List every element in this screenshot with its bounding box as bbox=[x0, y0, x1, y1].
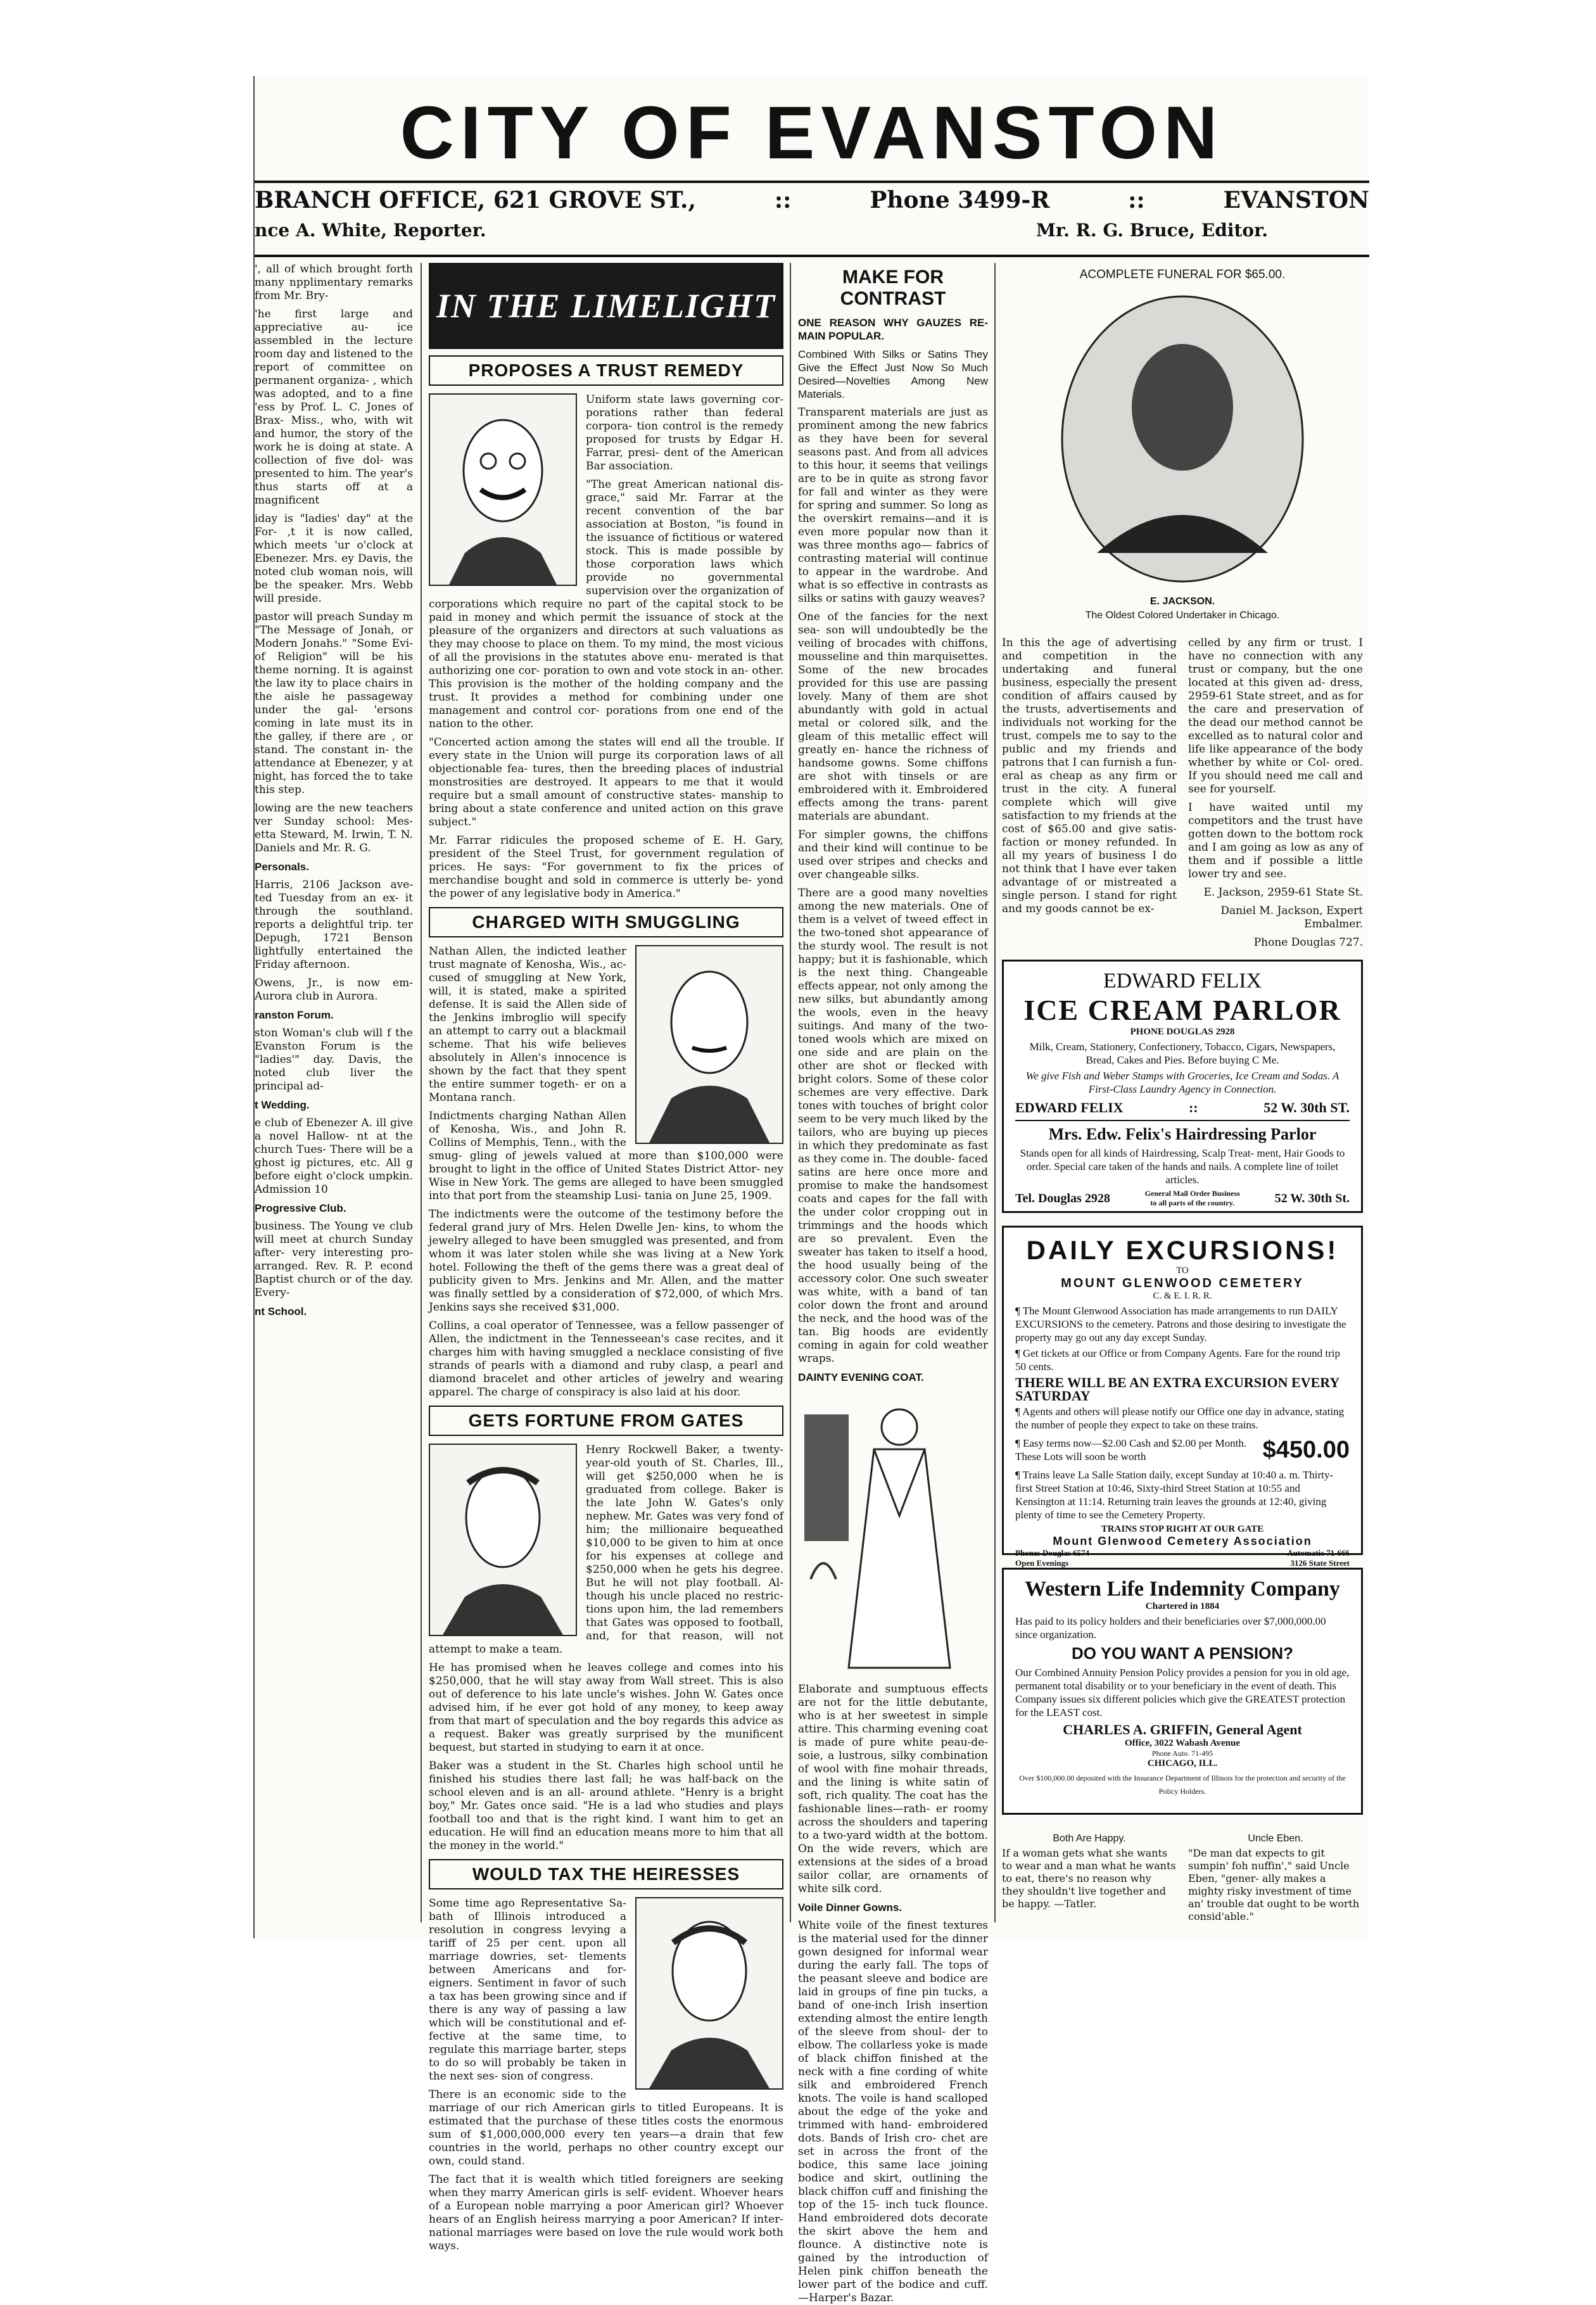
text-block: Elaborate and sumptuous effects are not for the little debutante, who is at her sweetest in simple attire. This charming evening coat is made of pure white peau-de-soie, a lustrous, silky combination of wool with fine mohair threads, and the lining is white satin of soft, rich quality. The coat has the fashionable lines—rath- er roomy across the shoulders and tapering to a two-yard width at the bottom. On the wide revers, which are extensions at the sides of a broad sailor collar, are ornaments of white silk cord. bbox=[798, 1683, 988, 1895]
text-block: ¶ Get tickets at our Office or from Company Agents. Fare for the round trip 50 cents. bbox=[1015, 1347, 1341, 1373]
insurance-office: Office, 3022 Wabash Avenue bbox=[1125, 1738, 1240, 1748]
insurance-chartered: Chartered in 1884 bbox=[1145, 1601, 1220, 1611]
funeral-signature: Daniel M. Jackson, Expert Embalmer. bbox=[1220, 905, 1363, 930]
separator: :: bbox=[1128, 187, 1145, 213]
text-block: In this the age of advertising and competition in the undertaking and funeral business, especially the present condition of affairs caused by the trusts, advertisements and individuals not working for the trust, compels me to say to the public and my friends and patrons that I can furnish a fun- eral as cheap as any firm or trust in the city. A funeral complete which will give satisfaction to my friends at the cost of $65.00 and give satis- faction or money refunded. In all my years of business I do not think that I have ever taken advantage of or mistreated a single person. I stand for right and my goods cannot be ex- bbox=[1002, 637, 1177, 915]
text-block: Nathan Allen, the indicted leather trust magnate of Kenosha, Wis., ac- cused of smuggling at New York, will, it is stated, make a spirited defense. It is said the Allen side of the Jenkins imbroglio will specify an attempt to carry out a blackmail scheme. That his wife believes absolutely in Allen's innocence is shown by the fact that they spent the entire summer togeth- er on a Montana ranch. bbox=[429, 945, 626, 1104]
contrast-subhead: ONE REASON WHY GAUZES RE- MAIN POPULAR. bbox=[798, 317, 988, 342]
jackson-portrait bbox=[1002, 287, 1363, 591]
section-heading: ranston Forum. bbox=[255, 1009, 334, 1021]
text-block: Collins, a coal operator of Tennessee, was a fellow passenger of Allen, the indictment in the Tennesseean's case recites, and it charges him with having smuggled a necklace consisting of five strands of pearls with a diamond and ruby clasp, a pearl and diamond bracelet and other articles of jewelry and wearing apparel. The charge of conspiracy is also laid at his door. bbox=[429, 1319, 783, 1399]
newspaper-page bbox=[253, 76, 1369, 2304]
filler-heading: Both Are Happy. bbox=[1053, 1833, 1126, 1844]
column-local-news bbox=[255, 263, 413, 1922]
masthead-title: CITY OF EVANSTON bbox=[400, 91, 1224, 175]
excursions-auto: Automatic 71-666 bbox=[1287, 1548, 1350, 1558]
section-heading: Progressive Club. bbox=[255, 1202, 346, 1214]
felix-addr: 52 W. 30th ST. bbox=[1264, 1100, 1350, 1115]
section-heading: Voile Dinner Gowns. bbox=[798, 1902, 902, 1914]
text-block: ¶ Agents and others will please notify our Office one day in advance, stating the number of people they expect to take on these trains. bbox=[1015, 1406, 1345, 1431]
text-block: I have waited until my competitors and the trust have gotten down to the bottom rock and I am going as low as any of them and if possible a little lower try and see. bbox=[1188, 801, 1363, 880]
reporter-name: nce A. White, Reporter. bbox=[255, 220, 486, 241]
text-block: Henry Rockwell Baker, a twenty- year-old youth of St. Charles, Ill., will get $250,000 when he is graduated from college. Baker is the late John W. Gates's only nephew. Mr. Gates was very fond of him; the millionaire bequeathed $10,000 to be given to him at once for his expenses at college and $250,000 when he gets his degree. But he will not play football. Al- though his uncle placed no restric- tions upon him, the lad remembers that Gates was opposed to football, and, for that reason, will not attempt to make a team. bbox=[429, 1444, 783, 1656]
excursions-assoc: Mount Glenwood Cemetery Association bbox=[1053, 1535, 1312, 1547]
hair-title: Mrs. Edw. Felix's Hairdressing Parlor bbox=[1048, 1125, 1317, 1143]
text-block: One of the fancies for the next sea- son will undoubtedly be the veiling of brocades with chiffons, mousseline and thin marquisettes. Some of the new brocades provided for this use are passing lovely. Many of them are shot abundantly with gold in actual metal or colored silk, and the gleam of this metallic effect will greatly en- hance the richness of handsome gowns. Some chiffons are shot with tinsels or are embroidered with it. Embroidered effects among the trans- parent materials are abundant. bbox=[798, 611, 988, 823]
excursions-rr: C. & E. I. R. R. bbox=[1153, 1291, 1212, 1301]
insurance-title: Western Life Indemnity Company bbox=[1025, 1577, 1340, 1601]
hair-addr: 52 W. 30th St. bbox=[1274, 1191, 1350, 1205]
text-block: Transparent materials are just as prominent among the new fabrics as they have been for several seasons past. And from all advices to this hour, it seems that veilings are to be in quite as strong favor for fall and winter as they were for spring and summer. So long as the overskirt remains—and it is even more popular now than it was three months ago— fabrics of contrasting material will continue to appear in the wardrobe. And what is so effective in contrasts as silks or satins with gauzy weaves? bbox=[798, 406, 988, 605]
info-bar bbox=[255, 187, 1369, 250]
masthead-rule bbox=[255, 181, 1369, 183]
section-heading: Personals. bbox=[255, 861, 309, 873]
limelight-banner: IN THE LIMELIGHT bbox=[429, 263, 783, 349]
heiresses-headline: WOULD TAX THE HEIRESSES bbox=[429, 1859, 783, 1889]
text-block: He has promised when he leaves college and comes into his $250,000, that he will stay away from Wall street. This is also out of deference to his late uncle's wishes. John W. Gates once advised him, if he ever got hold of any money, to keep away from that mart of speculation and the boy regards this advice as a request. Baker was greatly surprised by the munificent bequest, but started in studying to earn it at once. bbox=[429, 1661, 783, 1754]
excursions-sub: MOUNT GLENWOOD CEMETERY bbox=[1061, 1276, 1304, 1290]
excursions-street: 3126 State Street bbox=[1290, 1558, 1350, 1568]
text-block: e club of Ebenezer A. ill give a novel Hallow- nt at the church Tues- There will be a ghost ig pictures, etc. All g before eight o'clock umpkin. Admission 10 bbox=[255, 1117, 413, 1196]
text-block: 'he first large and appreciative au- ice assembled in the lecture room day and listened to the report of committee on permanent organiza- , which was adopted, and to a fine 'ess by Prof. L. C. Jones of Brax- Miss., who, with wit and humor, the story of the work he is doing at state. A collection of five dol- was presented to him. The year's thus starts off at a magnificent bbox=[255, 308, 413, 507]
allen-portrait bbox=[635, 945, 783, 1144]
filler-text: If a woman gets what she wants to wear and a man what he wants to eat, there's no reason why they shouldn't live together and be happy. —Tatler. bbox=[1002, 1847, 1176, 1910]
sabath-portrait bbox=[635, 1897, 783, 2090]
text-block: The indictments were the outcome of the testimony before the federal grand jury of Mrs. Helen Dwelle Jen- kins, to whom the jewelry alleged to have been smuggled was presented, and from whom it was later stolen while she was living at a New York hotel. Following the theft of the gems there was a great deal of publicity given to Mrs. Jenkins and Mr. Allen, and the matter was finally settled by a consideration of $72,000, of which Mrs. Jenkins says she received $31,000. bbox=[429, 1208, 783, 1314]
text-block: ¶ The Mount Glenwood Association has made arrangements to run DAILY EXCURSIONS to the cemetery. Patrons and those desiring to investigate the property may go out any day except Sunday. bbox=[1015, 1305, 1346, 1343]
city-name: EVANSTON bbox=[1223, 187, 1369, 213]
text-block: ¶ Easy terms now—$2.00 Cash and $2.00 per Month. These Lots will soon be worth bbox=[1015, 1437, 1247, 1463]
filler-heading: Uncle Eben. bbox=[1248, 1833, 1303, 1844]
insurance-city: CHICAGO, ILL. bbox=[1147, 1758, 1218, 1768]
text-block: For simpler gowns, the chiffons and their kind will continue to be used over stripes and checks and over changeable silks. bbox=[798, 829, 988, 881]
filler-text: "De man dat expects to git sumpin' foh nuffin'," said Uncle Eben, "gener- ally makes a mighty risky investment of time an' trouble dat ought to be worth consid'able." bbox=[1188, 1847, 1360, 1922]
section-heading: t Wedding. bbox=[255, 1099, 310, 1111]
text-block: Mr. Farrar ridicules the proposed scheme of E. H. Gary, president of the Steel Trust, for government regulation of prices. He says: "For government to fix the prices of merchandise bought and sold in commerce is utterly be- yond the power of any legislative body in America." bbox=[429, 834, 783, 900]
felix-title: ICE CREAM PARLOR bbox=[1023, 994, 1341, 1026]
bottom-fillers bbox=[1002, 1831, 1363, 1922]
felix-line: Milk, Cream, Stationery, Confectionery, Tobacco, Cigars, Newspapers, Bread, Cakes and Pies. Before buying C Me. bbox=[1029, 1041, 1336, 1066]
hair-mail: General Mail Order Business to all parts of the country. bbox=[1144, 1189, 1240, 1207]
insurance-phone: Phone Auto. 71-495 bbox=[1151, 1749, 1213, 1758]
excursions-phones: Phones Douglas 6574 bbox=[1015, 1548, 1090, 1558]
column-fashion bbox=[798, 263, 988, 2304]
excursions-to: TO bbox=[1176, 1266, 1189, 1276]
phone-number: Phone 3499-R bbox=[870, 187, 1050, 213]
excursions-stop: TRAINS STOP RIGHT AT OUR GATE bbox=[1101, 1524, 1264, 1534]
funeral-title: ACOMPLETE FUNERAL FOR $65.00. bbox=[1079, 268, 1286, 281]
text-block: Uniform state laws governing cor- porations rather than federal corpora- tion control is the remedy proposed for trusts by Edgar H. Farrar, presi- dent of the American Bar association. bbox=[586, 393, 783, 473]
insurance-agent: CHARLES A. GRIFFIN, General Agent bbox=[1063, 1722, 1302, 1737]
text-block: "Concerted action among the states will end all the trouble. If every state in the Union will purge its corporation laws of all objectionable fea- tures, then the breeding places of industrial monstrosities are destroyed. It appears to me that it would require but a small amount of constructive states- manship to bring about a state conference and united action on this grave subject." bbox=[429, 736, 783, 829]
text-block: celled by any firm or trust. I have no connection with any trust or company, but the one located at this given ad- dress, 2959-61 State street, and as for the care and preservation of the dead our method cannot be excelled as to natural color and life like appearance of the body whether by white or Col- ored. If you should need me call and see for yourself. bbox=[1188, 637, 1363, 796]
insurance-ad bbox=[1002, 1568, 1363, 1815]
column-rule bbox=[790, 263, 791, 1922]
text-block: ', all of which brought forth many npplimentary remarks from Mr. Bry- bbox=[255, 263, 413, 302]
column-rule bbox=[421, 263, 422, 1922]
separator: :: bbox=[1188, 1100, 1198, 1115]
info-rule bbox=[255, 255, 1369, 257]
text-block: Owens, Jr., is now em- Aurora club in Aurora. bbox=[255, 977, 413, 1003]
editor-name: Mr. R. G. Bruce, Editor. bbox=[1036, 220, 1268, 241]
coat-caption: DAINTY EVENING COAT. bbox=[798, 1371, 924, 1383]
farrar-portrait bbox=[429, 393, 577, 586]
insurance-question: DO YOU WANT A PENSION? bbox=[1071, 1644, 1294, 1663]
excursions-ad bbox=[1002, 1226, 1363, 1568]
text-block: iday is "ladies' day" at the For- ,t it is now called, which meets 'ur o'clock at Ebenezer. Mrs. ey Davis, the noted club woman nois, will be the speaker. Mrs. Webb will preside. bbox=[255, 512, 413, 605]
text-block: business. The Young ve club will meet at church Sunday after- very interesting pro- arranged. Rev. R. P. econd Baptist church or of the day. Every- bbox=[255, 1220, 413, 1299]
text-block: Has paid to its policy holders and their beneficiaries over $7,000,000.00 since organization. bbox=[1015, 1615, 1326, 1641]
funeral-signature: Phone Douglas 727. bbox=[1253, 936, 1363, 949]
felix-name: EDWARD FELIX bbox=[1103, 969, 1262, 993]
column-limelight bbox=[429, 263, 783, 2252]
insurance-deposit: Over $100,000.00 deposited with the Insurance Department of Illinois for the protection and security of the Policy Holders. bbox=[1019, 1774, 1346, 1796]
excursions-extra: THERE WILL BE AN EXTRA EXCURSION EVERY SATURDAY bbox=[1015, 1375, 1340, 1404]
funeral-caption: The Oldest Colored Undertaker in Chicago. bbox=[1085, 610, 1280, 621]
contrast-headline: MAKE FOR CONTRAST bbox=[840, 267, 946, 309]
felix-phone: PHONE DOUGLAS 2928 bbox=[1130, 1027, 1235, 1037]
text-block: There are a good many novelties among the new materials. One of them is a velvet of tweed effect in the two-toned shot appearance of the sturdy wool. The result is not happy; but it is fashionable, which is the next thing. Changeable effects appear, not only among the new silks, but abundantly among the wools, even in the heavy suitings. And many of the two-toned wools which are mixed on one side and are plain on the other are shot or flecked with bright colors. Some of these color schemes are very effective. Dark tones with touches of bright color seem to be very much liked by the tailors, who are buying up pieces in which they predominate as fast as they come in. The double- faced satins are here once more and promise to make the handsomest coats and capes for the fall with the under color cropping out in trimmings and the hoods which are so prevalent. Even the sweater has taken to itself a hood, the hood usually being of the accessory color. One such sweater was white, with a band of tan color down the front and around the neck, and the hood was of the tan. Big hoods are evidently coming in again for cold weather wraps. bbox=[798, 887, 988, 1365]
text-block: "The great American national dis- grace," said Mr. Farrar at the recent convention of the bar association at Boston, "is found in the issuance of fictitious or watered stock. This is made possible by those corporation laws which provide no governmental supervision over the organization of corporations which require no part of the capital stock to be paid in money and which permit the issuance of stock at the pleasure of the organizers and directors at such valuations as they may choose to place on them. To my mind, the most vicious of all the provisions in the statutes above enu- merated is that authorizing one cor- poration to own and vote stock in an- other. This provision is the mother of the holding company and the trust. It provides a method for combining under one management and control cor- porations from one end of the nation to the other. bbox=[429, 478, 783, 730]
text-block: lowing are the new teachers ver Sunday school: Mes- etta Steward, M. Irwin, T. N. Daniels and Mr. R. G. bbox=[255, 802, 413, 854]
text-block: ston Woman's club will f the Evanston Forum is the "ladies'" day. Davis, the noted club liver the principal ad- bbox=[255, 1027, 413, 1093]
text-block: Baker was a student in the St. Charles high school until he finished his studies there last fall; he was half-back on the school eleven and is an all- around athlete. "Henry is a bright boy," Mr. Gates once said. "He is a lad who studies and plays football too and that is the right kind. I want him to get an education. He will find an education means more to him that all the money in the world." bbox=[429, 1760, 783, 1852]
text-block: pastor will preach Sunday m "The Message of Jonah, or Modern Jonahs." "Some Evi- of Religion" will be his theme norning. It is against the law ity to place chairs in the aisle he passageway under the gal- 'ersons coming in late must its in the galley, if there are , or stand. The constant in- the attendance at Ebenezer, y at night, has forced the to take this step. bbox=[255, 611, 413, 796]
text-block: ¶ Trains leave La Salle Station daily, except Sunday at 10:40 a. m. Thirty-first Street Station at 10:46, Sixty-third Street Station at 10:55 and Kensington at 11:14. Returning train leaves the grounds at 12:40, giving plenty of time to see the Cemetery Property. bbox=[1015, 1469, 1334, 1521]
column-rule bbox=[994, 263, 996, 1922]
funeral-signature: E. Jackson, 2959-61 State St. bbox=[1203, 886, 1363, 899]
text-block: The fact that it is wealth which titled foreigners are seeking when they marry American girls is self- evident. Whoever hears of a European noble marrying a poor American girl? Whoever hears of an English heiress marrying a poor American? If inter- national marriages were based on love the rule would work both ways. bbox=[429, 2173, 783, 2252]
lot-price: $450.00 bbox=[1262, 1436, 1350, 1463]
text-block: Our Combined Annuity Pension Policy provides a pension for you in old age, permanent total disability or to your beneficiary in the event of death. This Company issues six different policies which give the GREATEST protection for the LEAST cost. bbox=[1015, 1667, 1350, 1718]
contrast-deck: Combined With Silks or Satins They Give the Effect Just Now So Much Desired—Novelties Among New Materials. bbox=[798, 348, 988, 400]
felix-ad bbox=[1002, 960, 1363, 1213]
text-block: Harris, 2106 Jackson ave- ted Tuesday from an ex- it through the southland. reports a delightful trip. ter Depugh, 1721 Benson lightfully entertained the Friday afternoon. bbox=[255, 879, 413, 971]
baker-portrait bbox=[429, 1444, 577, 1636]
branch-office: BRANCH OFFICE, 621 GROVE ST., bbox=[255, 187, 697, 213]
funeral-name: E. JACKSON. bbox=[1150, 596, 1215, 607]
felix-addr: EDWARD FELIX bbox=[1015, 1100, 1124, 1115]
text-block: There is an economic side to the marriage of our rich American girls to titled Europeans. It is estimated that the purchase of these titles costs the enormous sum of $1,000,000,000 every ten years—a drain that few countries in the world, perhaps no other country except our own, could stand. bbox=[429, 2088, 783, 2168]
excursions-title: DAILY EXCURSIONS! bbox=[1026, 1235, 1339, 1265]
separator: :: bbox=[774, 187, 792, 213]
evening-coat-illustration bbox=[798, 1389, 988, 1680]
text-block: Indictments charging Nathan Allen of Kenosha, Wis., and John R. Collins of Memphis, Tenn., with the smug- gling of jewels valued at more than $100,000 were brought to light in the office of United States District Attor- ney Wise in New York. The gems are alleged to have been smuggled into that port from the steamship Lusi- tania on June 25, 1909. bbox=[429, 1110, 783, 1202]
text-block: Some time ago Representative Sa- bath of Illinois introduced a resolution in congress levying a tariff of 25 per cent. upon all marriage dowries, set- tlements between Americans and for- eigners. Sentiment in favor of such a tax has been growing since and if there is any way of passing a law which will be constitutional and ef- fective at the same time, to regulate this marriage barter, steps to do so will probably be taken in the next ses- sion of congress. bbox=[429, 1897, 626, 2083]
smuggling-headline: CHARGED WITH SMUGGLING bbox=[429, 907, 783, 937]
hair-tel: Tel. Douglas 2928 bbox=[1015, 1191, 1110, 1205]
hair-text: Stands open for all kinds of Hairdressing, Scalp Treat- ment, Hair Goods to order. Special care taken of the hands and nails. A complete line of toilet articles. bbox=[1020, 1147, 1345, 1186]
trust-headline: PROPOSES A TRUST REMEDY bbox=[429, 355, 783, 386]
text-block: White voile of the finest textures is the material used for the dinner gown designed for informal wear during the early fall. The tops of the peasant sleeve and bodice are laid in groups of fine pin tucks, a band of one-inch Irish insertion extending almost the entire length of the sleeve from shoul- der to elbow. The collarless yoke is made of black chiffon finished at the neck with a fine cording of white silk and embroidered French knots. The voile is hand scalloped about the edge of the yoke and trimmed with hand- embroidered dots. Bands of Irish cro- chet are set in across the front of the bodice, this same lace joining bodice and skirt, outlining the black chiffon cuff and finishing the top of the 15- inch tuck flounce. Hand embroidered dots decorate the skirt above the hem and flounce. A distinctive note is gained by the introduction of Helen pink chiffon beneath the lower part of the bodice and cuff.—Harper's Bazar. bbox=[798, 1919, 988, 2304]
fortune-headline: GETS FORTUNE FROM GATES bbox=[429, 1406, 783, 1436]
excursions-open: Open Evenings bbox=[1015, 1558, 1069, 1568]
felix-line: We give Fish and Weber Stamps with Groceries, Ice Cream and Sodas. A First-Class Laundry Agency in Connection. bbox=[1025, 1070, 1340, 1095]
section-heading: nt School. bbox=[255, 1305, 307, 1318]
